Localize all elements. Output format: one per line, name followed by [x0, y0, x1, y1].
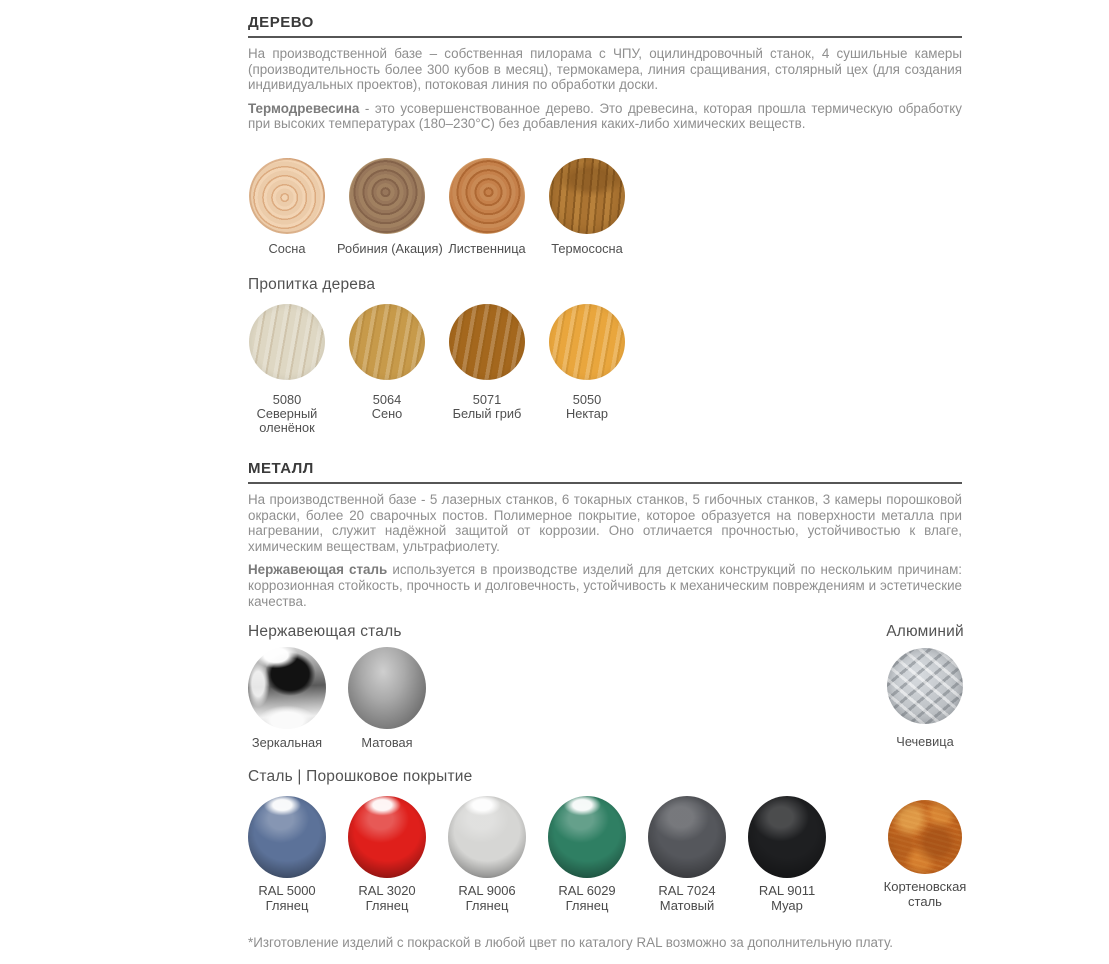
acacia-slice-image [349, 158, 425, 234]
stainless-row [237, 647, 437, 750]
metal-section-title: МЕТАЛЛ [248, 436, 962, 484]
ral-swatch-9006 [437, 796, 537, 913]
ral-code: RAL 3020 [358, 883, 416, 899]
ral-swatch-7024 [637, 796, 737, 913]
ral-ball-image [348, 796, 426, 878]
ral-finish: Муар [771, 898, 803, 914]
metal-paragraph-1: На производственной базе - 5 лазерных станков, 6 токарных станков, 5 гибочных станков, 3 камеры порошковой окраски, более 20 сварочных постов. Полимерное покрытие, которое образуется на поверхности металла при нагревании, служит надёжной защитой от коррозии. Оно отличается прочностью, устойчивостью к влаге, химическим веществам, ультрафиолету. [248, 491, 962, 554]
wood-sample-pine [237, 158, 337, 256]
matte-steel-ball-image [348, 647, 426, 729]
larch-slice-image [449, 158, 525, 234]
ral-ball-image [748, 796, 826, 878]
impregnation-swatch-5071 [437, 304, 537, 436]
ral-code: RAL 9011 [758, 883, 816, 899]
impregnation-color-image [349, 304, 425, 380]
stainless-steel-block [248, 623, 437, 750]
ral-swatch-6029 [537, 796, 637, 913]
powder-coating-row [237, 796, 967, 914]
impregnation-name: Белый гриб [452, 405, 522, 421]
stainless-sample-mirror [237, 647, 337, 750]
ral-code: RAL 7024 [658, 883, 716, 899]
wood-sample-larch [437, 158, 537, 256]
wood-sample-label: Термососна [551, 240, 623, 256]
impregnation-code: 5071 [472, 391, 502, 407]
ral-finish: Глянец [565, 898, 609, 914]
ral-ball-image [248, 796, 326, 878]
aluminium-block [875, 623, 975, 750]
wood-sample-label: Сосна [268, 240, 306, 256]
ral-finish: Глянец [465, 898, 509, 914]
metal-paragraph-2 [248, 562, 962, 609]
aluminium-title: Алюминий [886, 623, 964, 641]
metal-paragraph-2-text: используется в производстве изделий для детских конструкций по нескольким причинам: коррозионная стойкость, прочность и долговечность, устойчивость к механическим повреждениям и эстетические качества. [248, 562, 963, 609]
corten-steel-swatch [875, 796, 975, 913]
stainless-label: Матовая [361, 735, 413, 751]
ral-swatch-5000 [237, 796, 337, 913]
impregnation-name: Северный оленёнок [256, 405, 318, 436]
ral-ball-image [448, 796, 526, 878]
ral-code: RAL 9006 [458, 883, 516, 899]
wood-sample-label: Лиственница [448, 240, 526, 256]
wood-paragraph-2-text: - это усовершенствованное дерево. Это древесина, которая прошла термическую обработку при высоких температурах (180–230°C) без добавления каких-либо химических веществ. [248, 100, 962, 132]
powder-coating-title: Сталь | Порошковое покрытие [248, 768, 473, 786]
stainless-label: Зеркальная [251, 735, 323, 751]
pine-slice-image [249, 158, 325, 234]
ral-footnote: *Изготовление изделий с покраской в любой цвет по каталогу RAL возможно за дополнительную плату. [248, 935, 894, 951]
wood-paragraph-2-lead: Термодревесина [248, 100, 360, 116]
corten-steel-image [888, 800, 962, 874]
impregnation-color-image [549, 304, 625, 380]
page-content [248, 0, 967, 964]
ral-code: RAL 6029 [558, 883, 616, 899]
impregnation-code: 5080 [272, 391, 302, 407]
ral-finish: Матовый [659, 898, 715, 914]
impregnation-title: Пропитка дерева [248, 275, 376, 293]
thermopine-slice-image [549, 158, 625, 234]
impregnation-name: Нектар [565, 405, 609, 421]
stainless-title: Нержавеющая сталь [248, 623, 402, 641]
impregnation-code: 5064 [372, 391, 402, 407]
wood-section-title: ДЕРЕВО [248, 0, 962, 38]
ral-ball-image [648, 796, 726, 878]
impregnation-row [237, 304, 962, 436]
impregnation-color-image [449, 304, 525, 380]
mirror-steel-ball-image [248, 647, 326, 729]
aluminium-label: Чечевица [896, 734, 954, 750]
impregnation-swatch-5064 [337, 304, 437, 436]
metal-samples-area [248, 623, 962, 750]
ral-finish: Глянец [265, 898, 309, 914]
wood-sample-acacia [337, 158, 443, 256]
impregnation-swatch-5080 [237, 304, 337, 436]
impregnation-code: 5050 [572, 391, 602, 407]
ral-ball-image [548, 796, 626, 878]
ral-finish: Глянец [365, 898, 409, 914]
wood-sample-thermopine [537, 158, 637, 256]
impregnation-color-image [249, 304, 325, 380]
stainless-sample-matte [337, 647, 437, 750]
impregnation-swatch-5050 [537, 304, 637, 436]
metal-paragraph-2-lead: Нержавеющая сталь [248, 562, 388, 578]
ral-swatch-9011 [737, 796, 837, 913]
wood-paragraph-1: На производственной базе – собственная пилорама с ЧПУ, оцилиндровочный станок, 4 сушильные камеры (производительность более 300 кубов в месяц), термокамера, линия сращивания, столярный цех (для создания индивидуальных проектов), потоковая линия по обработки доски. [248, 46, 962, 93]
wood-sample-label: Робиния (Акация) [337, 240, 443, 256]
ral-code: RAL 5000 [258, 883, 316, 899]
wood-paragraph-2 [248, 101, 962, 132]
wood-samples-row [237, 158, 962, 256]
ral-swatch-3020 [337, 796, 437, 913]
aluminium-plate-image [887, 648, 963, 724]
impregnation-name: Сено [371, 405, 403, 421]
corten-steel-label: Кортеновская сталь [883, 879, 967, 910]
